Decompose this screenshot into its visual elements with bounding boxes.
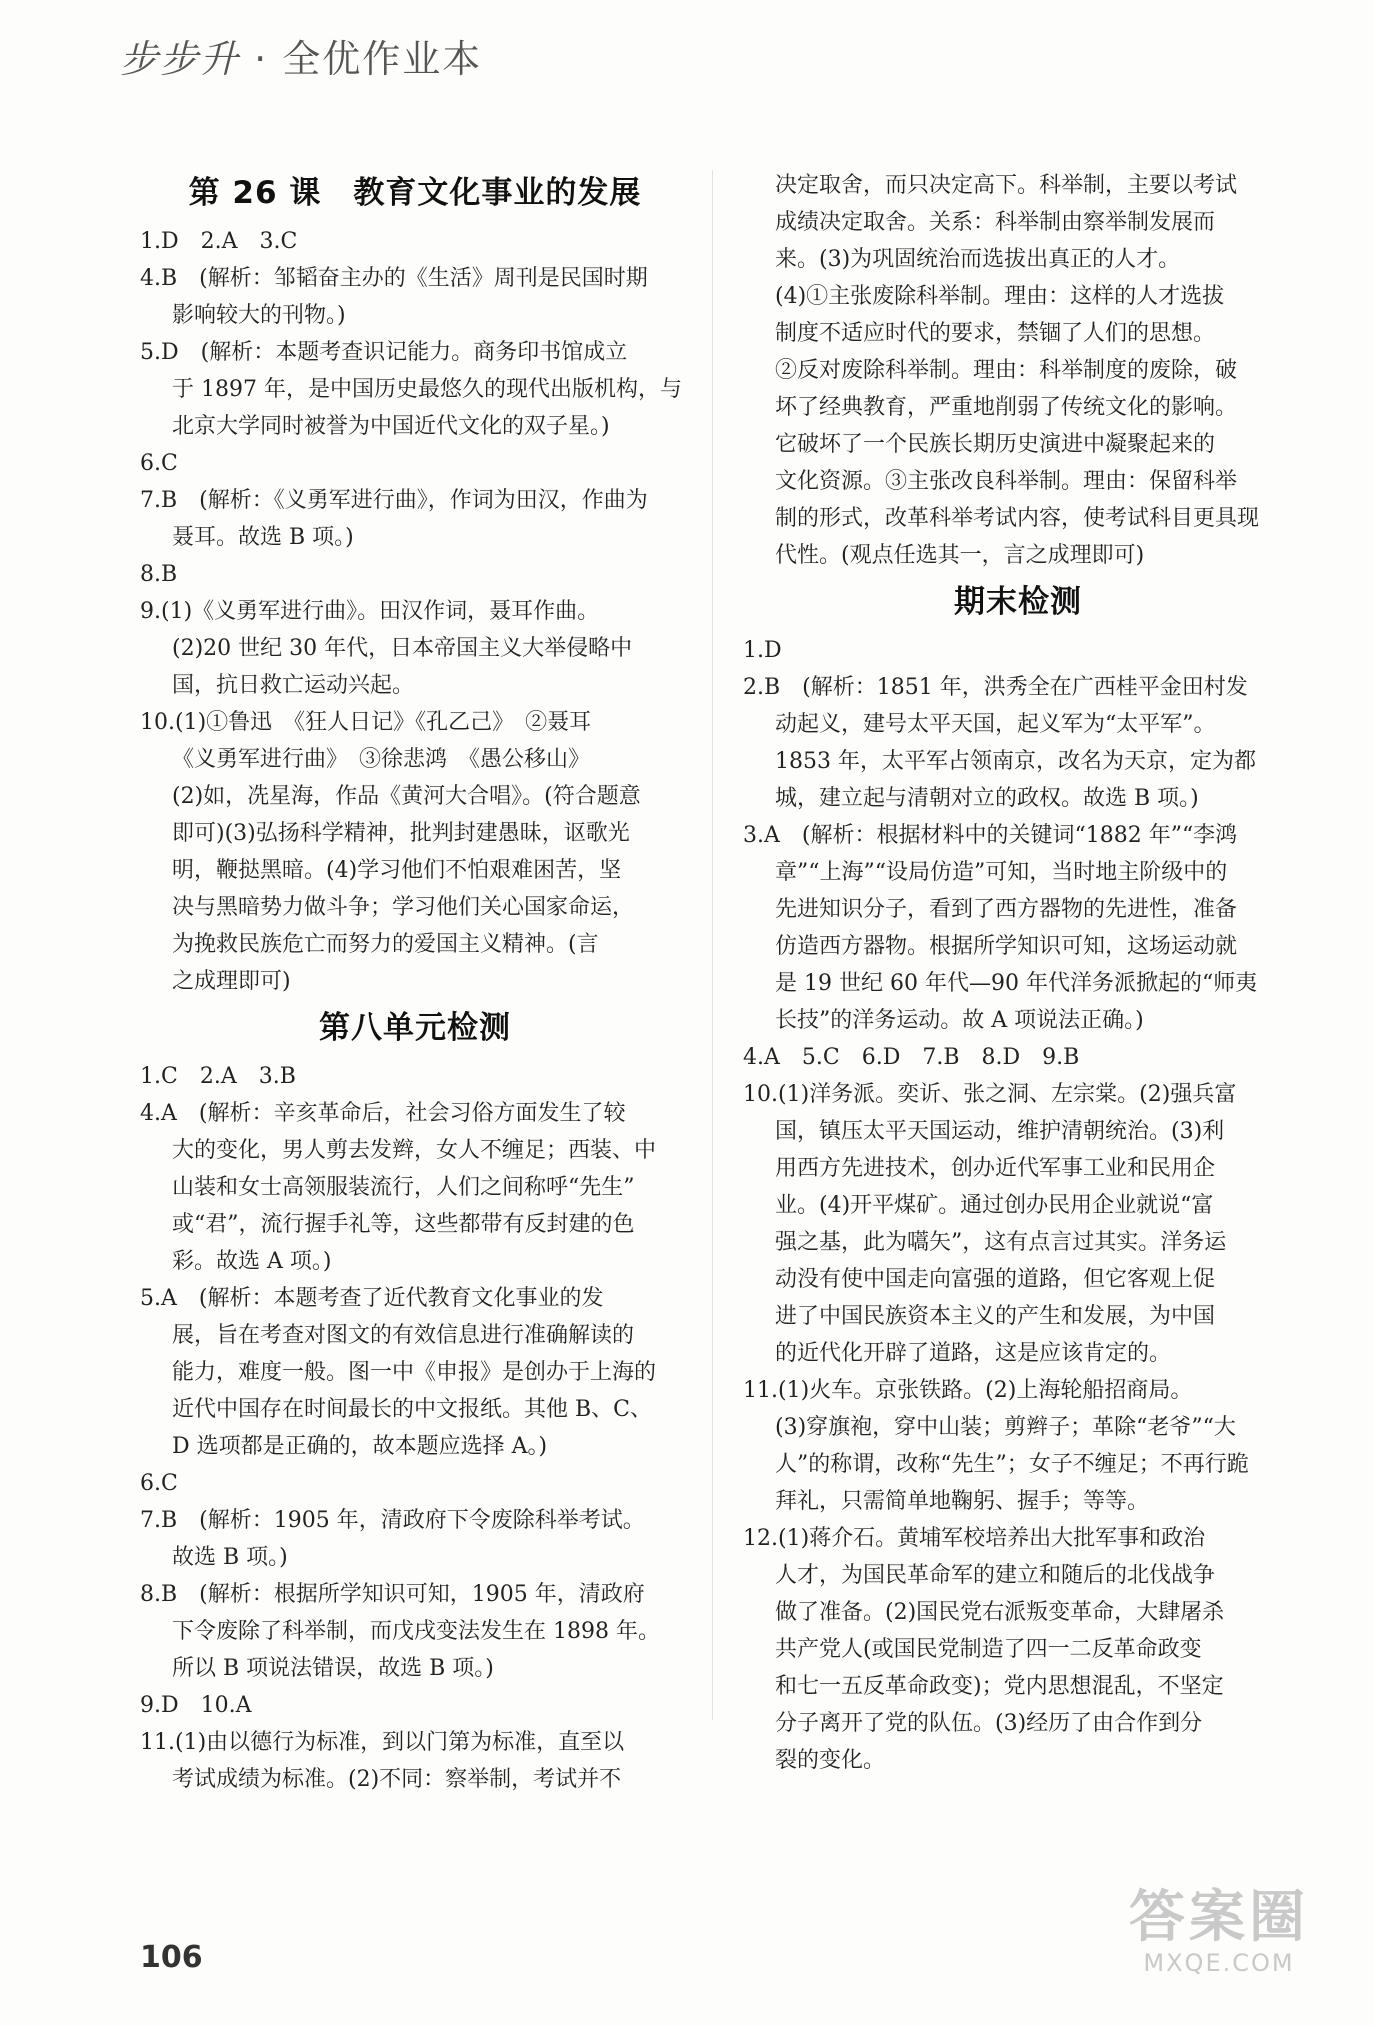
answer-line: 章”“上海”“设局仿造”可知，当时地主阶级中的 [775, 860, 1228, 885]
answer-line: 强之基，此为嚆矢”，这有点言过其实。洋务运 [775, 1230, 1227, 1255]
continued-answers [743, 167, 1293, 574]
answer-line: 长技”的洋务运动。故 A 项说法正确。) [775, 1008, 1144, 1033]
left-column [140, 165, 690, 1798]
answer-line: 国，抗日救亡运动兴起。 [172, 673, 415, 698]
answer-line: D 选项都是正确的，故本题应选择 A。) [172, 1434, 548, 1459]
answer-line: 7.B (解析：《义勇军进行曲》，作词为田汉，作曲为 [140, 488, 648, 513]
answer-line: 9.D 10.A [140, 1693, 252, 1718]
answer-line: 进了中国民族资本主义的产生和发展，为中国 [775, 1304, 1216, 1329]
answer-line: 彩。故选 A 项。) [172, 1249, 332, 1274]
answer-line: 1.C 2.A 3.B [140, 1064, 296, 1089]
answer-line: 7.B (解析：1905 年，清政府下令废除科举考试。 [140, 1508, 645, 1533]
answer-line: (4)①主张废除科举制。理由：这样的人才选拔 [775, 284, 1225, 309]
answer-line: 大的变化，男人剪去发辫，女人不缠足；西装、中 [172, 1138, 657, 1163]
watermark-logo [1104, 1886, 1334, 1986]
answer-line: 6.C [140, 1471, 178, 1496]
answer-line: 制的形式，改革科举考试内容，使考试科目更具现 [775, 506, 1260, 531]
answer-line: 8.B (解析：根据所学知识可知，1905 年，清政府 [140, 1582, 645, 1607]
answer-line: 成绩决定取舍。关系：科举制由察举制发展而 [775, 210, 1216, 235]
answer-line: 仿造西方器物。根据所学知识可知，这场运动就 [775, 934, 1238, 959]
answer-line: 1853 年，太平军占领南京，改名为天京，定为都 [775, 749, 1256, 774]
answer-line: 明，鞭挞黑暗。(4)学习他们不怕艰难困苦，坚 [172, 858, 622, 883]
answer-line: 《义勇军进行曲》 ③徐悲鸿 《愚公移山》 [172, 747, 591, 772]
answer-line: 聂耳。故选 B 项。) [172, 525, 354, 550]
header-separator: · [254, 37, 269, 81]
answer-line: ②反对废除科举制。理由：科举制度的废除，破 [775, 358, 1238, 383]
answer-line: 人”的称谓，改称“先生”；女子不缠足；不再行跪 [775, 1452, 1249, 1477]
answer-line: 先进知识分子，看到了西方器物的先进性，准备 [775, 897, 1238, 922]
answer-line: 之成理即可) [172, 969, 291, 994]
watermark-text: 答案圈 [1129, 1885, 1309, 1950]
section-title-unit-8-test: 第八单元检测 [319, 1010, 511, 1046]
answer-line: 坏了经典教育，严重地削弱了传统文化的影响。 [775, 395, 1238, 420]
answer-line: 动起义，建号太平天国，起义军为“太平军”。 [775, 712, 1216, 737]
answer-line: 代性。(观点任选其一，言之成理即可) [775, 543, 1145, 568]
answer-line: 2.B (解析：1851 年，洪秀全在广西桂平金田村发 [743, 675, 1248, 700]
answer-line: 的近代化开辟了道路，这是应该肯定的。 [775, 1341, 1172, 1366]
answer-line: 城，建立起与清朝对立的政权。故选 B 项。) [775, 786, 1199, 811]
answer-line: 考试成绩为标准。(2)不同：察举制，考试并不 [172, 1767, 622, 1792]
answer-line: 10.(1)洋务派。奕䜣、张之洞、左宗棠。(2)强兵富 [743, 1082, 1237, 1107]
answer-line: 11.(1)由以德行为标准，到以门第为标准，直至以 [140, 1730, 625, 1755]
page-header [120, 28, 482, 83]
answer-line: 3.A (解析：根据材料中的关键词“1882 年”“李鸿 [743, 823, 1238, 848]
answer-line: 所以 B 项说法错误，故选 B 项。) [172, 1656, 494, 1681]
answer-line: 北京大学同时被誉为中国近代文化的双子星。) [172, 414, 610, 439]
section-title-final-test: 期末检测 [954, 584, 1082, 620]
answer-line: 国，镇压太平天国运动，维护清朝统治。(3)利 [775, 1119, 1225, 1144]
final-test-answers [743, 632, 1293, 1779]
right-column [743, 167, 1293, 1779]
answer-line: 拜礼，只需简单地鞠躬、握手；等等。 [775, 1489, 1150, 1514]
page-number: 106 [140, 1940, 203, 1975]
unit-8-test-answers [140, 1058, 690, 1798]
answer-line: 1.D [743, 638, 782, 663]
answer-line: 决与黑暗势力做斗争；学习他们关心国家命运， [172, 895, 635, 920]
answer-line: 12.(1)蒋介石。黄埔军校培养出大批军事和政治 [743, 1526, 1206, 1551]
answer-line: 9.(1)《义勇军进行曲》。田汉作词，聂耳作曲。 [140, 599, 600, 624]
answer-line: 或“君”，流行握手礼等，这些都带有反封建的色 [172, 1212, 635, 1237]
answer-line: (2)20 世纪 30 年代，日本帝国主义大举侵略中 [172, 636, 633, 661]
watermark-url: MXQE.COM [1143, 1949, 1295, 1977]
answer-line: 展，旨在考查对图文的有效信息进行准确解读的 [172, 1323, 635, 1348]
lesson-26-answers [140, 223, 690, 1000]
answer-line: 4.B (解析：邹韬奋主办的《生活》周刊是民国时期 [140, 266, 648, 291]
answer-line: 10.(1)①鲁迅 《狂人日记》《孔乙己》 ②聂耳 [140, 710, 592, 735]
answer-line: 于 1897 年，是中国历史最悠久的现代出版机构，与 [172, 377, 682, 402]
answer-line: 6.C [140, 451, 178, 476]
answer-line: 分子离开了党的队伍。(3)经历了由合作到分 [775, 1711, 1203, 1736]
answer-line: 来。(3)为巩固统治而选拔出真正的人才。 [775, 247, 1181, 272]
answer-line: 5.D (解析：本题考查识记能力。商务印书馆成立 [140, 340, 628, 365]
answer-line: 影响较大的刊物。) [172, 303, 346, 328]
answer-line: 5.A (解析：本题考查了近代教育文化事业的发 [140, 1286, 604, 1311]
column-divider [712, 170, 713, 1720]
answer-line: 1.D 2.A 3.C [140, 229, 298, 254]
header-subtitle: 全优作业本 [282, 37, 483, 81]
answer-line: 4.A 5.C 6.D 7.B 8.D 9.B [743, 1045, 1080, 1070]
answer-line: 故选 B 项。) [172, 1545, 288, 1570]
answer-line: 11.(1)火车。京张铁路。(2)上海轮船招商局。 [743, 1378, 1193, 1403]
answer-line: 为挽救民族危亡而努力的爱国主义精神。(言 [172, 932, 599, 957]
answer-line: 人才，为国民革命军的建立和随后的北伐战争 [775, 1563, 1216, 1588]
answer-line: 8.B [140, 562, 178, 587]
answer-line: 它破坏了一个民族长期历史演进中凝聚起来的 [775, 432, 1216, 457]
answer-line: 和七一五反革命政变)；党内思想混乱，不坚定 [775, 1674, 1224, 1699]
answer-line: 制度不适应时代的要求，禁锢了人们的思想。 [775, 321, 1216, 346]
answer-line: 文化资源。③主张改良科举制。理由：保留科举 [775, 469, 1238, 494]
answer-line: 是 19 世纪 60 年代—90 年代洋务派掀起的“师夷 [775, 971, 1258, 996]
answer-line: (3)穿旗袍，穿中山装；剪辫子；革除“老爷”“大 [775, 1415, 1236, 1440]
answer-line: 4.A (解析：辛亥革命后，社会习俗方面发生了较 [140, 1101, 626, 1126]
brand-logo: 步步升 [120, 37, 241, 81]
answer-line: 山装和女士高领服装流行，人们之间称呼“先生” [172, 1175, 635, 1200]
answer-line: 能力，难度一般。图一中《申报》是创办于上海的 [172, 1360, 657, 1385]
answer-line: 动没有使中国走向富强的道路，但它客观上促 [775, 1267, 1216, 1292]
answer-line: 业。(4)开平煤矿。通过创办民用企业就说“富 [775, 1193, 1214, 1218]
answer-line: 近代中国存在时间最长的中文报纸。其他 B、C、 [172, 1397, 652, 1422]
answer-line: 决定取舍，而只决定高下。科举制，主要以考试 [775, 173, 1238, 198]
answer-line: 用西方先进技术，创办近代军事工业和民用企 [775, 1156, 1216, 1181]
section-title-lesson-26: 第 26 课 教育文化事业的发展 [188, 175, 642, 211]
answer-line: (2)如，冼星海，作品《黄河大合唱》。(符合题意 [172, 784, 641, 809]
answer-line: 共产党人(或国民党制造了四一二反革命政变 [775, 1637, 1202, 1662]
answer-line: 做了准备。(2)国民党右派叛变革命，大肆屠杀 [775, 1600, 1225, 1625]
answer-line: 裂的变化。 [775, 1748, 886, 1773]
answer-line: 下令废除了科举制，而戊戌变法发生在 1898 年。 [172, 1619, 660, 1644]
answer-line: 即可)(3)弘扬科学精神，批判封建愚昧，讴歌光 [172, 821, 630, 846]
